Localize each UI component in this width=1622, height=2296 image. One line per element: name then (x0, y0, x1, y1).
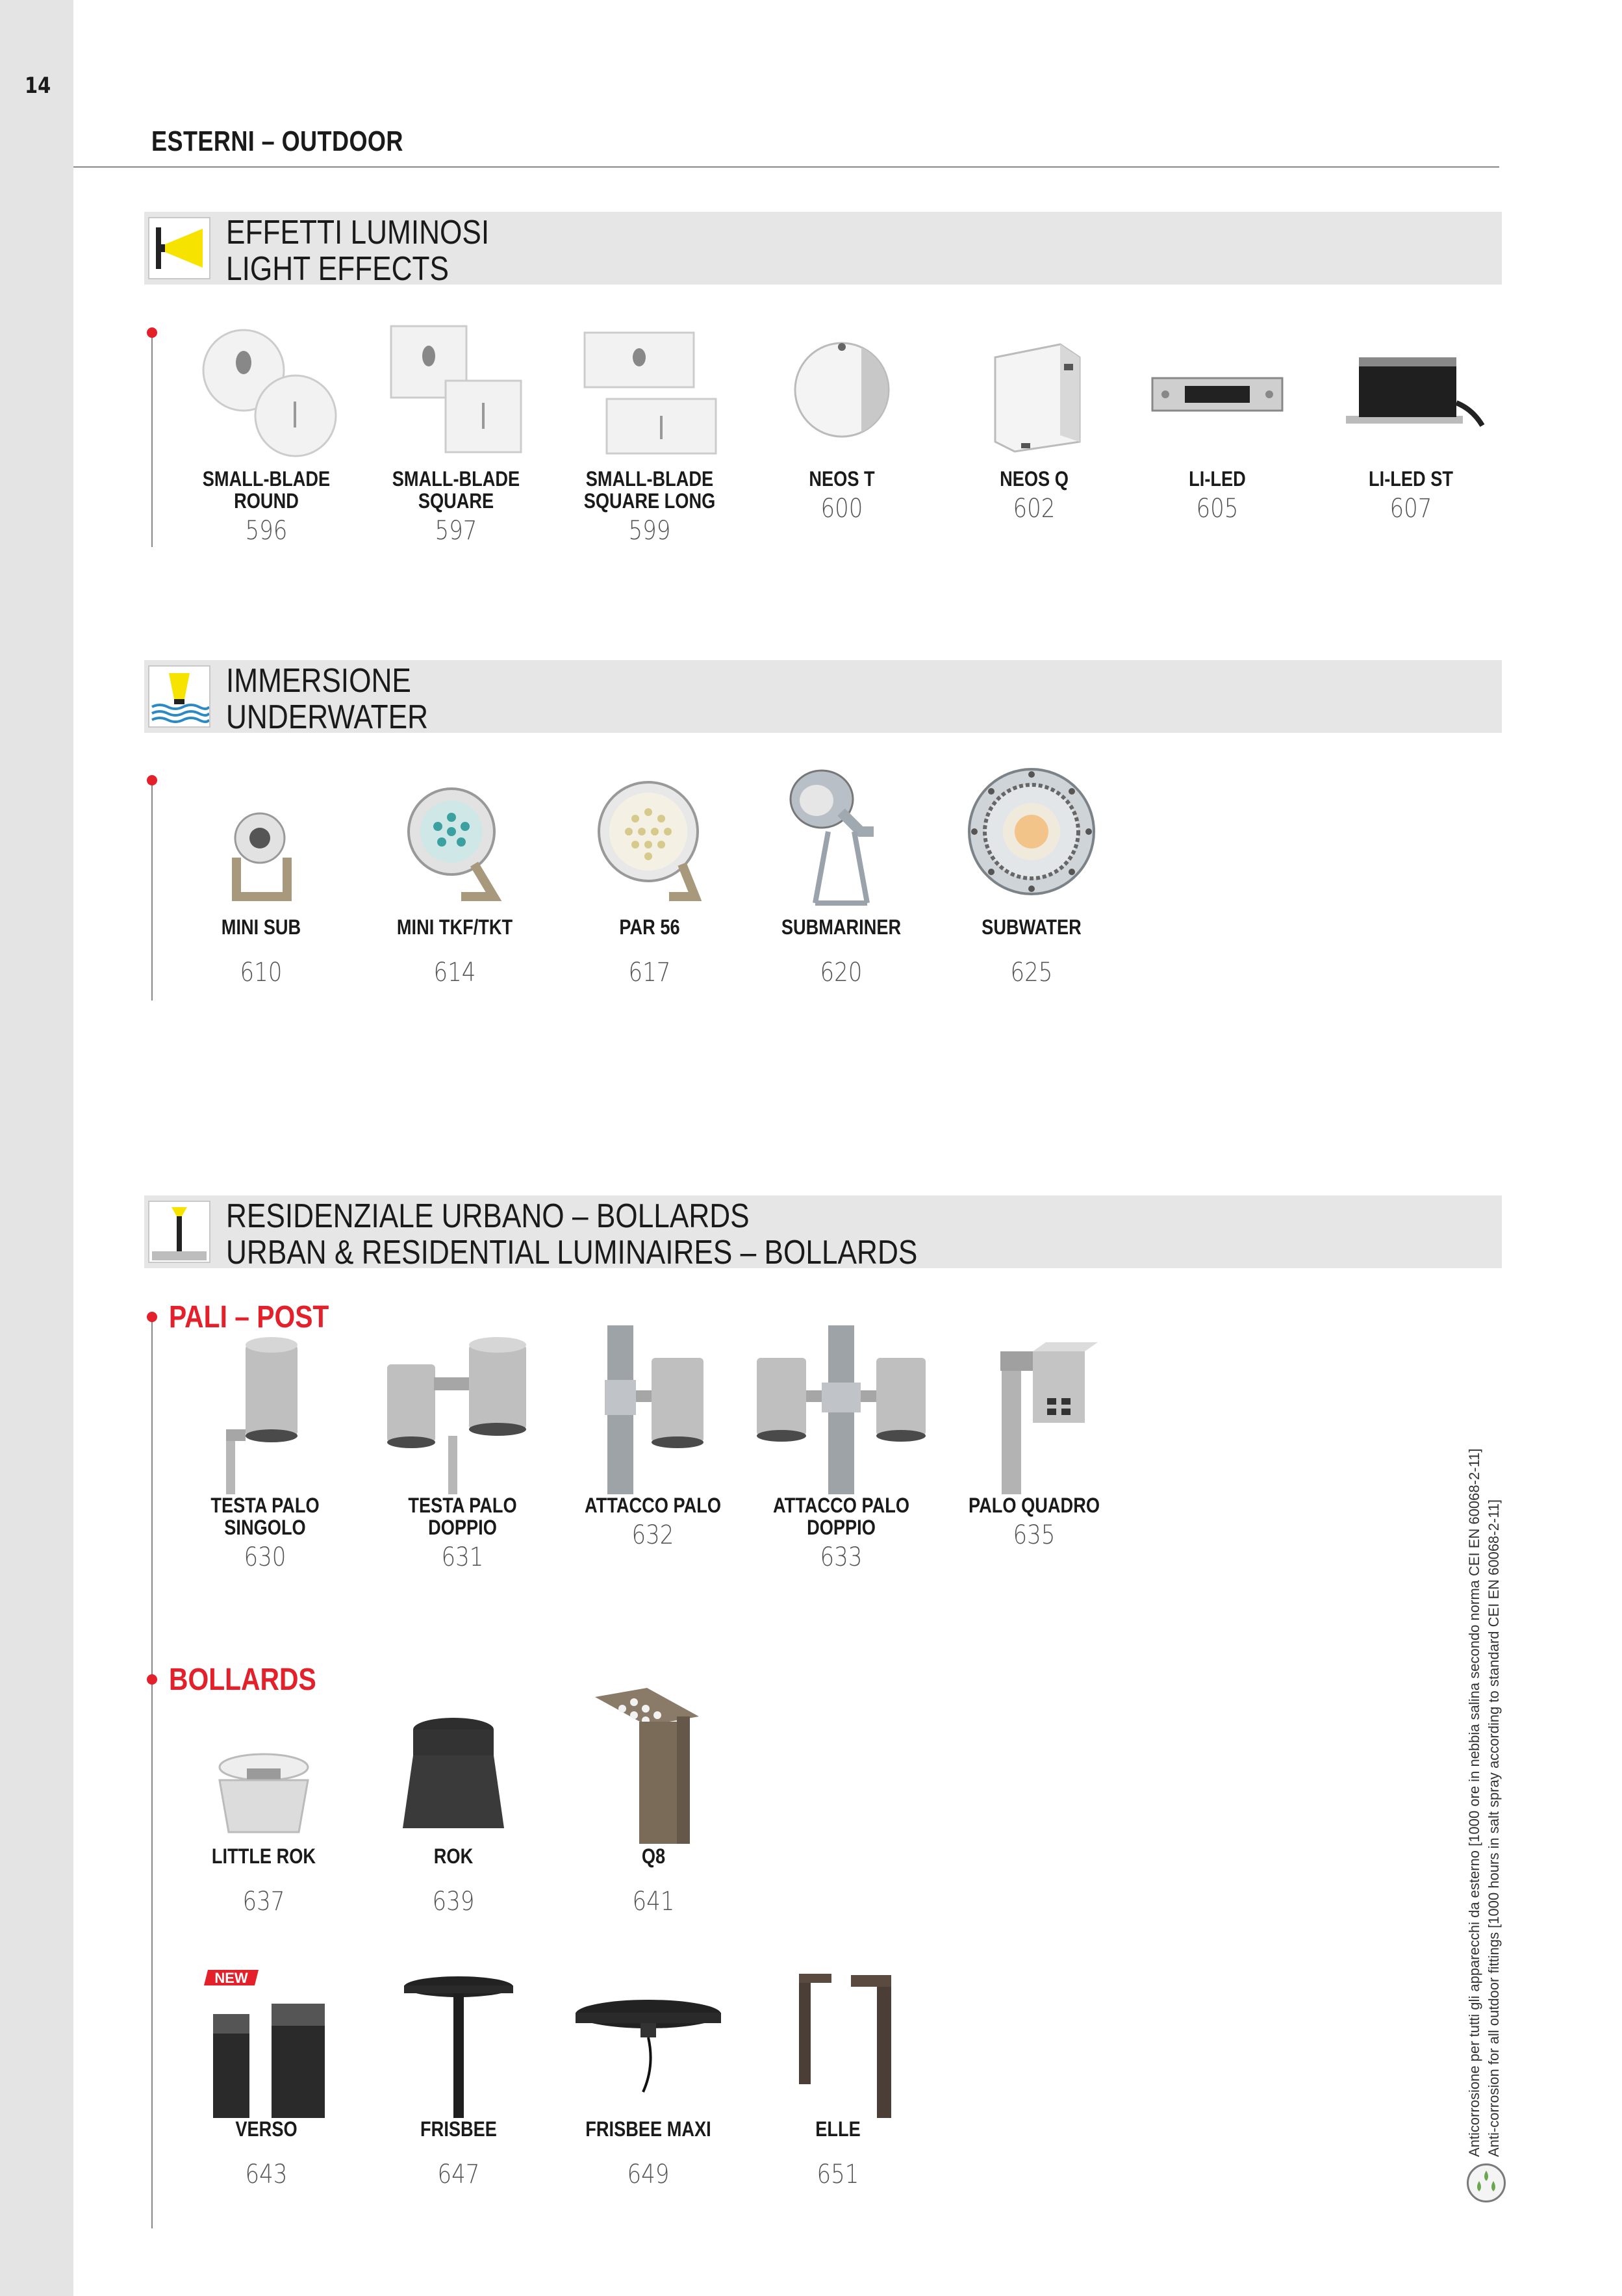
product-testa-palo-singolo[interactable]: TESTA PALO SINGOLO 630 (181, 1325, 349, 1572)
attacco-palo-image (568, 1325, 737, 1494)
product-li-led-st[interactable]: LI-LED ST 607 (1326, 318, 1495, 524)
product-frisbee[interactable]: FRISBEE 647 (374, 1962, 543, 2189)
group-title: RESIDENZIALE URBANO – BOLLARDS URBAN & RESIDENTIAL LUMINAIRES – BOLLARDS (226, 1197, 918, 1271)
submariner-image (757, 760, 926, 916)
new-badge (204, 1970, 259, 1986)
product-little-rok[interactable]: LITTLE ROK 637 (179, 1683, 348, 1917)
page-ref: 600 (820, 494, 863, 524)
page-ref: 610 (240, 958, 283, 988)
top-rule (73, 166, 1499, 168)
light-effects-icon (148, 217, 210, 279)
page-ref: 617 (628, 958, 671, 988)
bullet-dot (147, 327, 157, 338)
product-attacco-palo-doppio[interactable]: ATTACCO PALO DOPPIO 633 (757, 1325, 926, 1572)
group-title: EFFETTI LUMINOSI LIGHT EFFECTS (226, 214, 490, 288)
section-label: ESTERNI – OUTDOOR (151, 125, 403, 157)
product-subwater[interactable]: SUBWATER 625 (947, 767, 1116, 988)
product-small-blade-square-long[interactable]: SMALL-BLADE SQUARE LONG 599 (565, 318, 734, 546)
rok-image (369, 1683, 538, 1845)
elle-image (754, 1962, 922, 2118)
bollard-icon (148, 1201, 210, 1263)
svg-text:NEW: NEW (214, 1970, 248, 1986)
product-verso[interactable]: NEW VERSO 643 (182, 1962, 351, 2189)
group-line (151, 1319, 153, 2228)
bullet-dot (147, 775, 157, 785)
light-effects-band (144, 212, 1502, 288)
page-ref: 649 (627, 2160, 670, 2189)
product-attacco-palo[interactable]: ATTACCO PALO 632 (568, 1325, 737, 1550)
page-ref: 596 (245, 516, 288, 546)
product-small-blade-round[interactable]: SMALL-BLADE ROUND 596 (182, 318, 351, 546)
group-line (151, 781, 153, 1001)
page-ref: 637 (242, 1887, 285, 1917)
product-elle[interactable]: ELLE 651 (754, 1962, 922, 2189)
attacco-palo-doppio-image (757, 1325, 926, 1494)
palo-quadro-image (950, 1325, 1119, 1494)
small-blade-square-long-image (565, 318, 734, 468)
li-led-image (1133, 318, 1302, 468)
product-testa-palo-doppio[interactable]: TESTA PALO DOPPIO 631 (378, 1325, 547, 1572)
group-line (151, 333, 153, 547)
product-q8[interactable]: Q8 641 (569, 1683, 738, 1917)
page-ref: 605 (1196, 494, 1239, 524)
mini-tkf-tkt-image (370, 767, 539, 916)
bullet-dot (147, 1312, 157, 1322)
small-blade-square-image (372, 318, 540, 468)
product-rok[interactable]: ROK 639 (369, 1683, 538, 1917)
product-palo-quadro[interactable]: PALO QUADRO 635 (950, 1325, 1119, 1550)
page-ref: 607 (1389, 494, 1432, 524)
side-strip (0, 0, 73, 2296)
product-mini-tkf-tkt[interactable]: MINI TKF/TKT 614 (370, 767, 539, 988)
frisbee-image (374, 1962, 543, 2118)
page-number: 14 (25, 73, 51, 99)
page-ref: 635 (1013, 1520, 1056, 1550)
page-ref: 632 (631, 1520, 674, 1550)
testa-palo-doppio-image (378, 1325, 547, 1494)
verso-image (182, 1962, 351, 2118)
page-ref: 630 (244, 1542, 286, 1572)
neos-q-image (950, 318, 1119, 468)
product-neos-q[interactable]: NEOS Q 602 (950, 318, 1119, 524)
product-small-blade-square[interactable]: SMALL-BLADE SQUARE 597 (372, 318, 540, 546)
product-neos-t[interactable]: NEOS T 600 (757, 318, 926, 524)
small-blade-round-image (182, 318, 351, 468)
underwater-band (144, 660, 1502, 736)
droplets-icon (1467, 2163, 1506, 2202)
neos-t-image (757, 318, 926, 468)
testa-palo-singolo-image (181, 1325, 349, 1494)
bollards-band (144, 1195, 1502, 1271)
page-ref: 614 (433, 958, 476, 988)
page-ref: 647 (437, 2160, 480, 2189)
page-ref: 641 (632, 1887, 675, 1917)
page-ref: 639 (432, 1887, 475, 1917)
page-ref: 602 (1013, 494, 1056, 524)
group-title: IMMERSIONE UNDERWATER (226, 662, 429, 736)
bullet-dot (147, 1674, 157, 1685)
frisbee-maxi-image (564, 1962, 733, 2118)
little-rok-image (179, 1683, 348, 1845)
page-ref: 597 (435, 516, 477, 546)
product-submariner[interactable]: SUBMARINER 620 (757, 760, 926, 988)
li-led-st-image (1326, 318, 1495, 468)
product-frisbee-maxi[interactable]: FRISBEE MAXI 649 (564, 1962, 733, 2189)
product-par-56[interactable]: PAR 56 617 (565, 767, 734, 988)
page-ref: 651 (817, 2160, 859, 2189)
mini-sub-image (177, 767, 346, 916)
page-ref: 631 (441, 1542, 484, 1572)
subgroup-label-bollards: BOLLARDS (169, 1663, 316, 1697)
subwater-image (947, 767, 1116, 916)
par-56-image (565, 767, 734, 916)
page-ref: 633 (820, 1542, 863, 1572)
page-ref: 625 (1010, 958, 1053, 988)
q8-image (569, 1683, 738, 1845)
page-ref: 599 (628, 516, 671, 546)
underwater-icon (148, 665, 210, 728)
page-ref: 643 (245, 2160, 288, 2189)
anticorrosion-note: Anticorrosione per tutti gli apparecchi da esterno [1000 ore in nebbia salina secondo norma CEI EN 60068-2-11] Anti-corrosion for all outdoor fittings [1000 hours in salt spray according to standard CEI EN 60068-2-11] (1466, 1448, 1502, 2157)
product-mini-sub[interactable]: MINI SUB 610 (177, 767, 346, 988)
product-li-led[interactable]: LI-LED 605 (1133, 318, 1302, 524)
page-ref: 620 (820, 958, 863, 988)
subgroup-label-post: PALI – POST (169, 1300, 329, 1334)
